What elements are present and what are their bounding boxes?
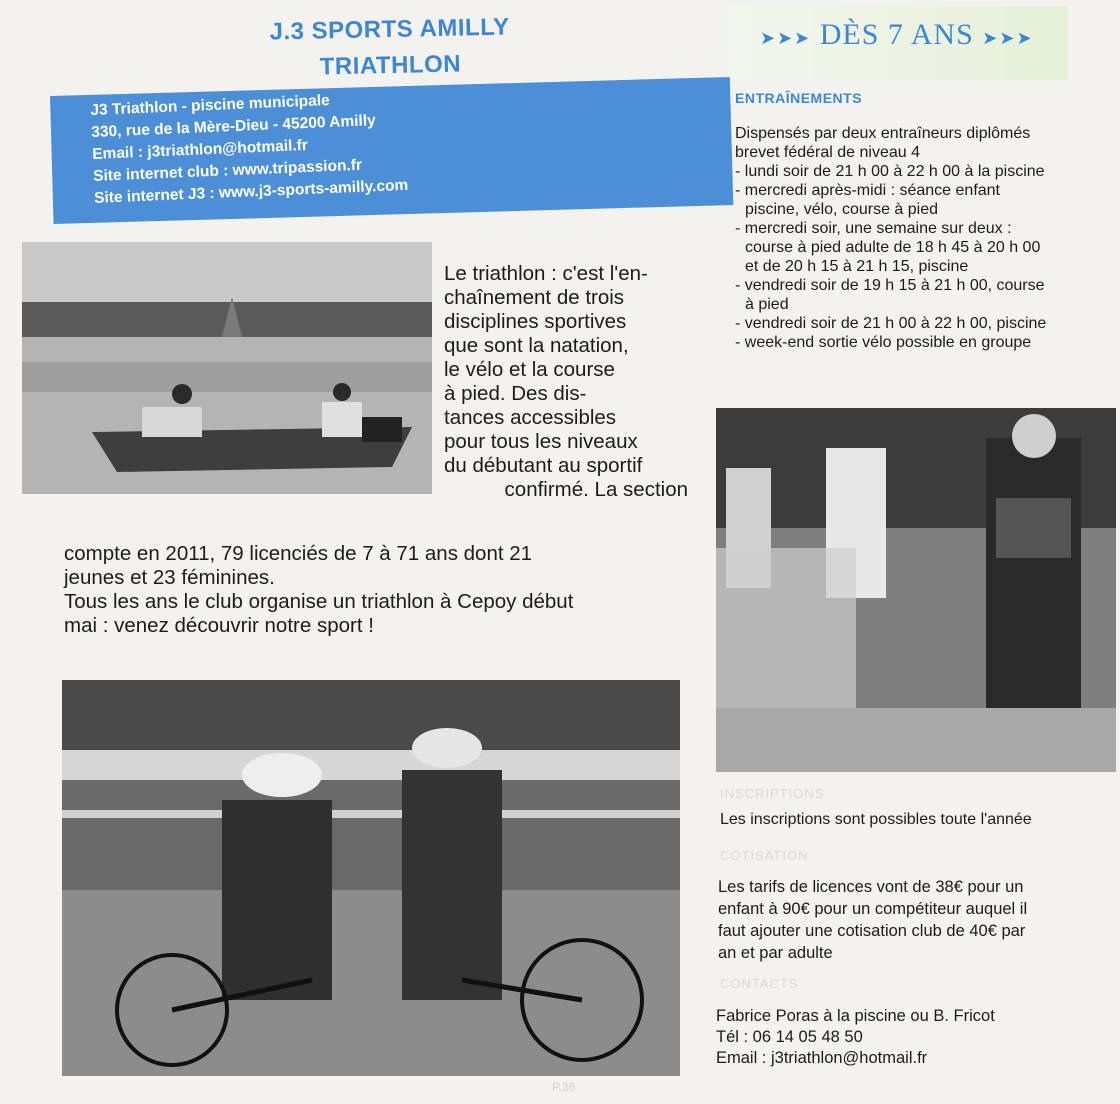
training-line: brevet fédéral de niveau 4 — [735, 144, 921, 161]
contact-club-site[interactable]: Site internet club : www.tripassion.fr — [92, 156, 363, 185]
training-heading: ENTRAÎNEMENTS — [735, 90, 863, 106]
training-line: - mercredi soir, une semaine sur deux : — [735, 220, 1012, 237]
training-line: piscine, vélo, course à pied — [745, 201, 938, 218]
training-line: Dispensés par deux entraîneurs diplômés — [735, 125, 1031, 142]
training-line: - week-end sortie vélo possible en groupe — [735, 334, 1032, 351]
photo-cyclists — [62, 680, 680, 1076]
contact-line: 330, rue de la Mère-Dieu - 45200 Amilly — [91, 112, 377, 141]
intro-line: Le triathlon : c'est l'en- — [444, 262, 648, 285]
cotisation-line: faut ajouter une cotisation club de 40€ par — [718, 922, 1026, 940]
photo-cyclists-drawing — [62, 680, 680, 1076]
arrow-left-icon: ➤➤➤ — [760, 28, 812, 48]
article-title — [189, 8, 590, 88]
age-label-text: DÈS 7 ANS — [819, 18, 974, 51]
contacts-email[interactable]: Email : j3triathlon@hotmail.fr — [716, 1049, 928, 1067]
intro-line: tances accessibles — [444, 406, 617, 429]
training-line: course à pied adulte de 18 h 45 à 20 h 00 — [745, 239, 1041, 256]
photo-swim-boat-drawing — [22, 242, 432, 494]
intro-line: mai : venez découvrir notre sport ! — [64, 614, 374, 637]
cotisation-line: enfant à 90€ pour un compétiteur auquel il — [718, 900, 1028, 918]
intro-line: que sont la natation, — [444, 334, 629, 357]
photo-swim-boat — [22, 242, 432, 494]
training-line: - vendredi soir de 21 h 00 à 22 h 00, piscine — [735, 315, 1047, 332]
intro-line: Tous les ans le club organise un triathlon à Cepoy début — [64, 590, 574, 613]
training-line: - vendredi soir de 19 h 15 à 21 h 00, course — [735, 277, 1045, 294]
intro-line: compte en 2011, 79 licenciés de 7 à 71 ans dont 21 — [64, 542, 533, 565]
inscriptions-heading: INSCRIPTIONS — [720, 786, 825, 801]
contacts-heading: CONTACTS — [720, 976, 799, 991]
cotisation-line: Les tarifs de licences vont de 38€ pour un — [718, 878, 1024, 896]
contact-j3-site[interactable]: Site internet J3 : www.j3-sports-amilly.com — [93, 176, 409, 207]
intro-line: pour tous les niveaux — [444, 430, 638, 453]
page-number: P.36 — [552, 1080, 576, 1094]
inscriptions-text: Les inscriptions sont possibles toute l'année — [720, 811, 1032, 828]
intro-line: confirmé. La section — [504, 478, 688, 501]
intro-line: à pied. Des dis- — [444, 382, 587, 405]
arrow-right-icon: ➤➤➤ — [982, 28, 1034, 48]
intro-wrap — [444, 262, 688, 502]
cotisation-text — [718, 876, 1090, 964]
training-line: - mercredi après-midi : séance enfant — [735, 182, 1000, 199]
contact-line: J3 Triathlon - piscine municipale — [90, 91, 331, 119]
intro-full — [64, 542, 694, 638]
cotisation-heading: COTISATION — [720, 848, 809, 863]
training-line: à pied — [745, 296, 789, 313]
training-line: - lundi soir de 21 h 00 à 22 h 00 à la piscine — [735, 163, 1045, 180]
title-line-1: J.3 SPORTS AMILLY — [269, 13, 510, 46]
contact-email[interactable]: Email : j3triathlon@hotmail.fr — [91, 136, 309, 163]
contacts-text — [716, 1006, 995, 1069]
intro-line: chaînement de trois — [444, 286, 625, 309]
intro-line: disciplines sportives — [444, 310, 627, 333]
training-list — [735, 124, 1110, 352]
photo-runner-drawing — [716, 408, 1116, 772]
intro-line: du débutant au sportif — [444, 454, 643, 477]
contacts-phone[interactable]: Tél : 06 14 05 48 50 — [716, 1028, 863, 1046]
contact-box — [90, 87, 409, 210]
training-line: et de 20 h 15 à 21 h 15, piscine — [745, 258, 969, 275]
age-label — [760, 18, 1034, 52]
intro-line: jeunes et 23 féminines. — [64, 566, 275, 589]
photo-runner — [716, 408, 1116, 772]
contacts-line: Fabrice Poras à la piscine ou B. Fricot — [716, 1007, 995, 1025]
title-line-2: TRIATHLON — [319, 50, 462, 81]
cotisation-line: an et par adulte — [718, 944, 833, 962]
intro-line: le vélo et la course — [444, 358, 615, 381]
